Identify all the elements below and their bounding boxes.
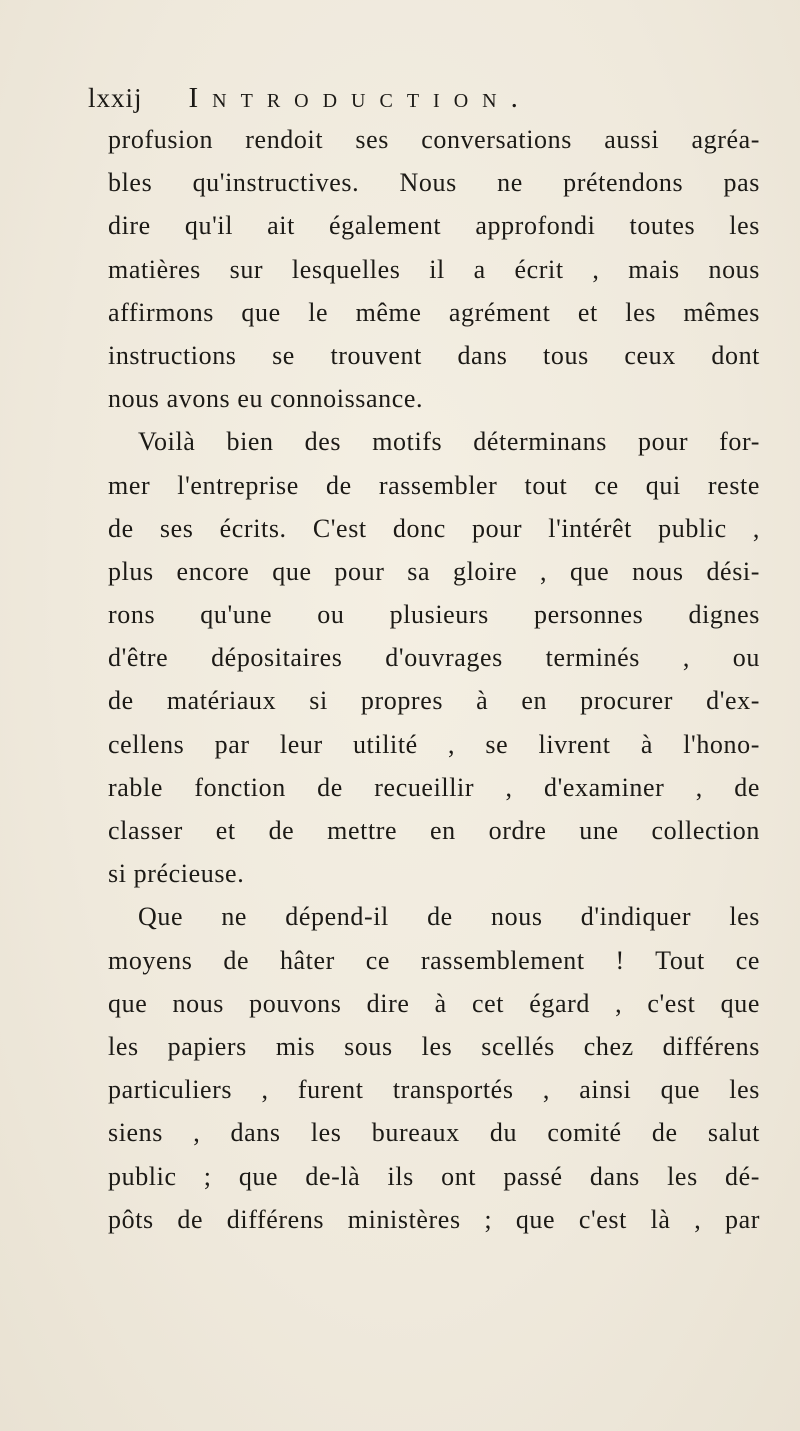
text-line: mer l'entreprise de rassembler tout ce qui reste [108, 470, 760, 500]
text-line: de matériaux si propres à en procurer d'ex- [108, 686, 760, 716]
text-line: classer et de mettre en ordre une collection [108, 816, 760, 845]
text-line: Voilà bien des motifs déterminans pour for- [138, 427, 760, 457]
text-line: Que ne dépend-il de nous d'indiquer les [138, 902, 760, 932]
text-line: pôts de différens ministères ; que c'est là , par [108, 1204, 760, 1234]
text-line: public ; que de-là ils ont passé dans les dé- [108, 1161, 760, 1191]
text-line: particuliers , furent transportés , ainsi que les [108, 1075, 760, 1105]
body-text [108, 118, 760, 1241]
text-line: de ses écrits. C'est donc pour l'intérêt public , [108, 513, 760, 543]
text-line: affirmons que le même agrément et les mêmes [108, 297, 760, 327]
running-head [88, 82, 740, 122]
running-title: Introduction. [188, 82, 532, 114]
text-line: si précieuse. [108, 859, 245, 889]
text-line: rons qu'une ou plusieurs personnes dignes [108, 600, 760, 630]
text-line: d'être dépositaires d'ouvrages terminés , ou [108, 643, 760, 673]
text-line: dire qu'il ait également approfondi toutes les [108, 211, 760, 241]
text-line: les papiers mis sous les scellés chez différens [108, 1031, 760, 1061]
text-line: cellens par leur utilité , se livrent à l'hono- [108, 729, 760, 759]
text-line: profusion rendoit ses conversations aussi agréa- [108, 125, 760, 154]
text-line: bles qu'instructives. Nous ne prétendons pas [108, 168, 760, 198]
text-line: plus encore que pour sa gloire , que nous dési- [108, 556, 760, 586]
text-line: matières sur lesquelles il a écrit , mais nous [108, 254, 760, 284]
text-line: rable fonction de recueillir , d'examiner , de [108, 772, 760, 802]
text-line: que nous pouvons dire à cet égard , c'est que [108, 988, 760, 1018]
text-line: instructions se trouvent dans tous ceux dont [108, 340, 760, 370]
page-number: lxxij [88, 83, 143, 113]
text-line: nous avons eu connoissance. [108, 384, 424, 414]
text-line: moyens de hâter ce rassemblement ! Tout ce [108, 945, 760, 975]
text-line: siens , dans les bureaux du comité de salut [108, 1118, 760, 1148]
